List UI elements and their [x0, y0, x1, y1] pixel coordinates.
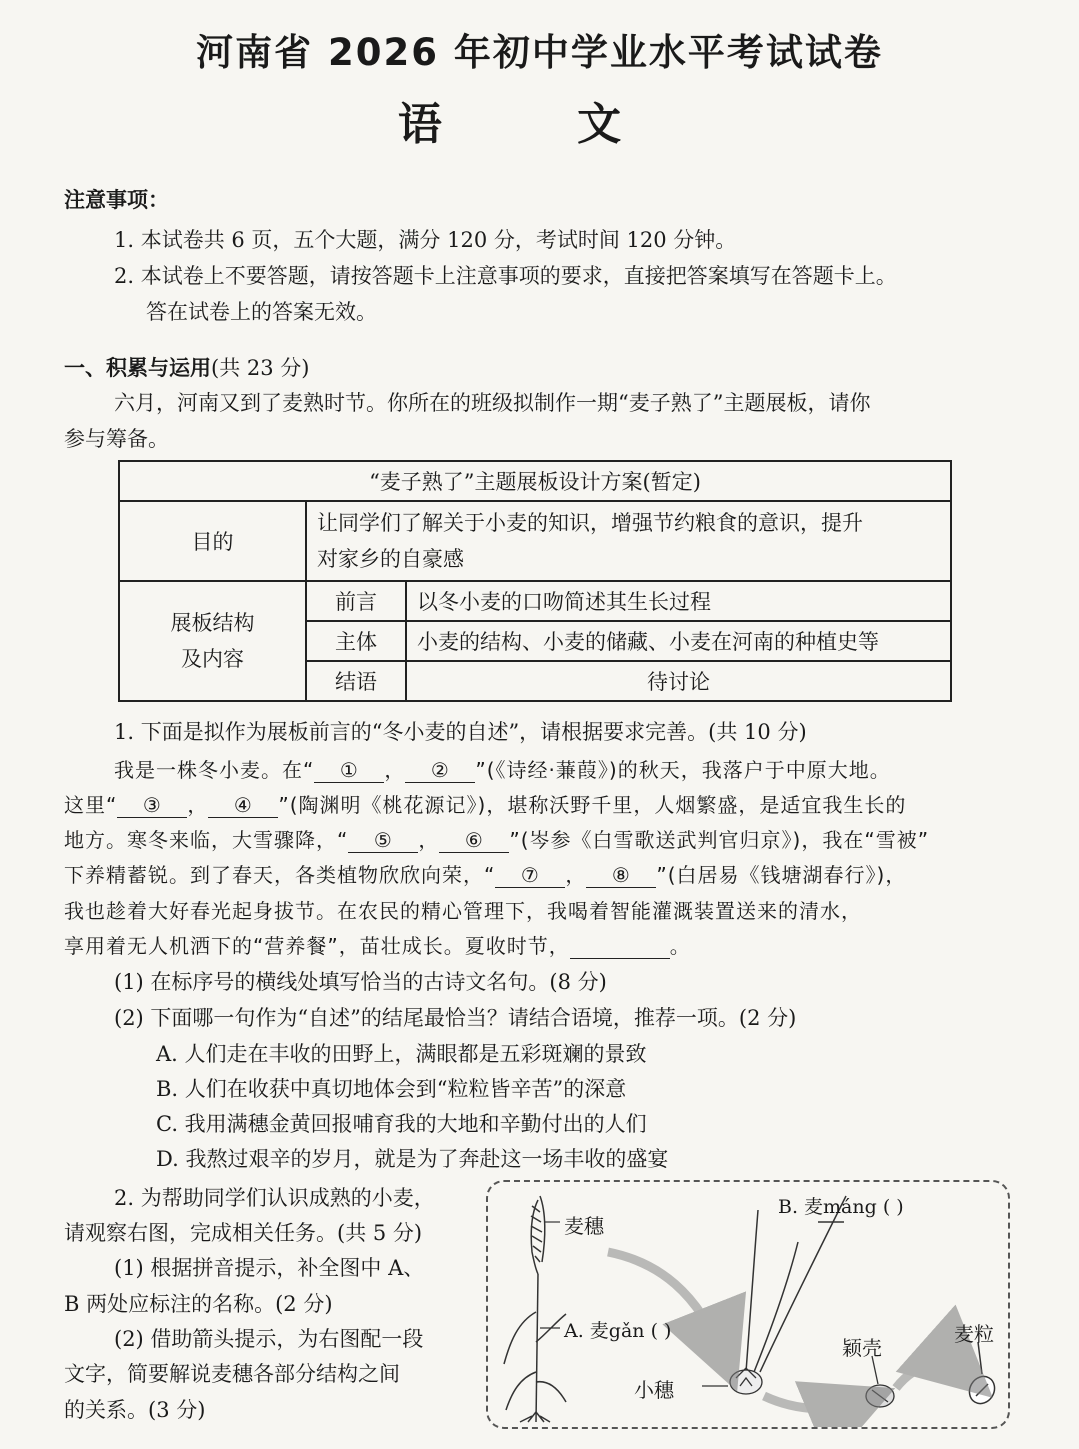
structure-label-line-1: 展板结构: [170, 611, 255, 635]
section-title: 一、积累与运用: [64, 356, 211, 380]
label-spike: 麦穗: [564, 1214, 604, 1238]
blank-2[interactable]: ②: [405, 758, 475, 783]
purpose-line-2: 对家乡的自豪感: [317, 547, 464, 571]
notice-item-2: 2. 本试卷上不要答题，请按答题卡上注意事项的要求，直接把答案填写在答题卡上。: [114, 264, 897, 288]
plan-table-caption: “麦子熟了”主题展板设计方案(暂定): [119, 461, 951, 501]
blank-8[interactable]: ⑧: [586, 863, 656, 888]
table-row-content: 小麦的结构、小麦的储藏、小麦在河南的种植史等: [406, 621, 951, 661]
notice-heading: 注意事项：: [64, 188, 169, 212]
blank-3[interactable]: ③: [117, 793, 187, 818]
purpose-content: [306, 501, 951, 581]
q2-line-5: (2) 借助箭头提示，为右图配一段: [114, 1327, 424, 1351]
arrow-spikelet-to-husk: [764, 1396, 862, 1409]
purpose-label: 目的: [119, 501, 306, 581]
q2-line-4: B 两处应标注的名称。(2 分): [64, 1292, 333, 1316]
section-heading: [64, 352, 309, 382]
label-awn: B. 麦máng ( ): [778, 1196, 904, 1218]
table-row-part: 主体: [306, 621, 406, 661]
passage-text: ”(白居易《钱塘湖春行》)，: [656, 863, 907, 887]
notice-item-2-cont: 答在试卷上的答案无效。: [146, 300, 377, 324]
label-stem: A. 麦gǎn ( ): [564, 1320, 672, 1342]
q1-sub-1: (1) 在标序号的横线处填写恰当的古诗文名句。(8 分): [114, 970, 607, 994]
q1-sub-2: (2) 下面哪一句作为“自述”的结尾最恰当？请结合语境，推荐一项。(2 分): [114, 1006, 797, 1030]
label-grain: 麦粒: [954, 1322, 994, 1346]
grain-icon: [965, 1342, 1000, 1408]
passage-text: ”(岑参《白雪歌送武判官归京》)，我在“雪被”: [509, 828, 930, 852]
wheat-diagram: [486, 1180, 1010, 1429]
q2-line-2: 请观察右图，完成相关任务。(共 5 分): [64, 1221, 423, 1245]
label-spikelet: 小穗: [634, 1378, 674, 1402]
option-d[interactable]: D. 我熬过艰辛的岁月，就是为了奔赴这一场丰收的盛宴: [156, 1147, 669, 1171]
structure-label-line-2: 及内容: [181, 647, 244, 671]
structure-label: [119, 581, 306, 701]
spikelet-icon: [702, 1368, 762, 1394]
q2-line-7: 的关系。(3 分): [64, 1398, 206, 1422]
notice-item-1: 1. 本试卷共 6 页，五个大题，满分 120 分，考试时间 120 分钟。: [114, 228, 737, 252]
label-husk: 颖壳: [842, 1336, 882, 1360]
blank-1[interactable]: ①: [314, 758, 384, 783]
section-intro-2: 参与筹备。: [64, 427, 169, 451]
table-row-part: 结语: [306, 661, 406, 701]
q1-passage-line-6: [64, 930, 691, 959]
q2-line-6: 文字，简要解说麦穗各部分结构之间: [64, 1362, 400, 1386]
q1-passage-line-3: 地方。寒冬来临，大雪骤降，“ ⑤ ， ⑥ ”(岑参《白雪歌送武判官归京》)，我在“雪被”: [64, 828, 930, 852]
table-row-content: 待讨论: [406, 661, 951, 701]
passage-text: ”(《诗经·蒹葭》)的秋天，我落户于中原大地。: [475, 758, 891, 782]
table-row-content: 以冬小麦的口吻简述其生长过程: [406, 581, 951, 621]
option-a[interactable]: A. 人们走在丰收的田野上，满眼都是五彩斑斓的景致: [156, 1042, 647, 1066]
plan-table: [118, 460, 952, 702]
passage-text: 地方。寒冬来临，大雪骤降，“: [64, 828, 349, 852]
awn-icon: [746, 1196, 846, 1372]
subject-title: 语 文: [397, 99, 682, 150]
q1-passage-line-1: 我是一株冬小麦。在“ ① ， ② ”(《诗经·蒹葭》)的秋天，我落户于中原大地。: [114, 758, 891, 782]
passage-text: 。: [669, 934, 691, 958]
husk-icon: [866, 1356, 894, 1407]
arrow-husk-to-grain: [896, 1364, 966, 1388]
q1-passage-line-5: 我也趁着大好春光起身拔节。在农民的精心管理下，我喝着智能灌溉装置送来的清水，: [64, 899, 862, 923]
q1-stem: 1. 下面是拟作为展板前言的“冬小麦的自述”，请根据要求完善。(共 10 分): [114, 720, 807, 744]
table-row-part: 前言: [306, 581, 406, 621]
blank-7[interactable]: ⑦: [495, 863, 565, 888]
purpose-line-1: 让同学们了解关于小麦的知识，增强节约粮食的意识，提升: [317, 511, 863, 535]
exam-title: 河南省 2026 年初中学业水平考试试卷: [196, 31, 883, 74]
q2-line-1: 2. 为帮助同学们认识成熟的小麦，: [114, 1186, 435, 1210]
option-c[interactable]: C. 我用满穗金黄回报哺育我的大地和辛勤付出的人们: [156, 1112, 647, 1136]
wheat-plant-icon: [504, 1196, 566, 1422]
passage-text: 下养精蓄锐。到了春天，各类植物欣欣向荣，“: [64, 863, 496, 887]
blank-6[interactable]: ⑥: [439, 828, 509, 853]
q1-passage-line-4: 下养精蓄锐。到了春天，各类植物欣欣向荣，“ ⑦ ， ⑧ ”(白居易《钱塘湖春行》)，: [64, 863, 907, 887]
passage-text: 这里“: [64, 793, 118, 817]
section-intro-1: 六月，河南又到了麦熟时节。你所在的班级拟制作一期“麦子熟了”主题展板，请你: [114, 391, 871, 415]
passage-text: ”(陶渊明《桃花源记》)，堪称沃野千里，人烟繁盛，是适宜我生长的: [278, 793, 907, 817]
option-b[interactable]: B. 人们在收获中真切地体会到“粒粒皆辛苦”的深意: [156, 1077, 627, 1101]
q2-line-3: (1) 根据拼音提示，补全图中 A、: [114, 1256, 425, 1280]
section-score: (共 23 分): [211, 356, 310, 380]
blank-4[interactable]: ④: [208, 793, 278, 818]
passage-text: 享用着无人机洒下的“营养餐”，苗壮成长。夏收时节，: [64, 934, 570, 958]
blank-5[interactable]: ⑤: [348, 828, 418, 853]
q1-passage-line-2: 这里“ ③ ， ④ ”(陶渊明《桃花源记》)，堪称沃野千里，人烟繁盛，是适宜我生长的: [64, 793, 907, 817]
passage-text: 我是一株冬小麦。在“: [114, 758, 315, 782]
blank-ending[interactable]: [570, 934, 670, 959]
